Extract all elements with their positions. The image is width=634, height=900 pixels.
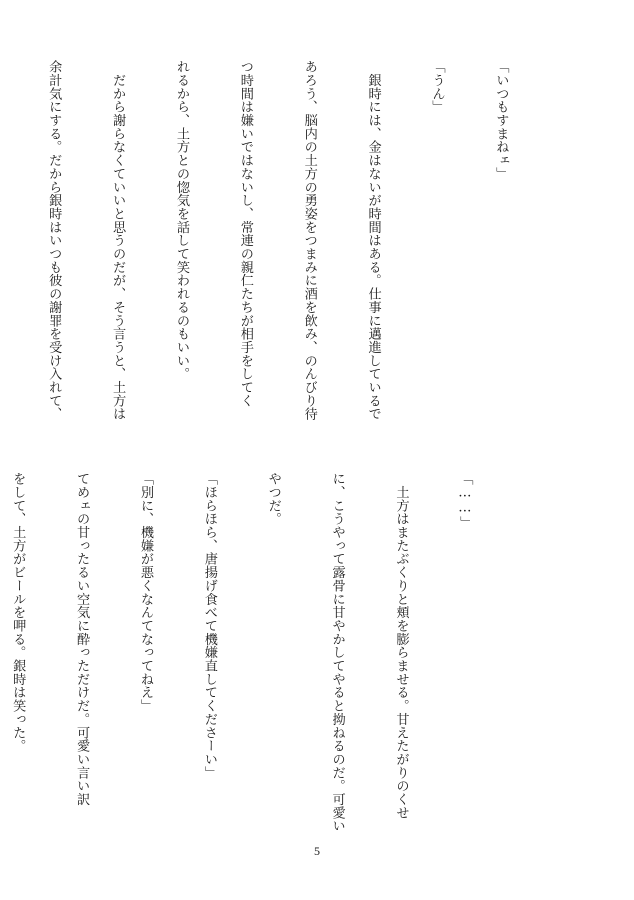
text-line: 「別に、機嫌が悪くなんてなってねえ」 xyxy=(137,472,153,713)
text-line: 「ほらほら、唐揚げ食べて機嫌直してくださーい」 xyxy=(201,472,217,780)
text-line: 「いつもすまねェ」 xyxy=(493,60,509,181)
text-line: に、こうやって露骨に甘やかしてやると拗ねるのだ。可愛い xyxy=(329,472,345,833)
text-line: れるから、土方との惚気を話して笑われるのもいい。 xyxy=(173,60,189,381)
text-line: やつだ。 xyxy=(265,472,281,526)
text-line: 余計気にする。だから銀時はいつも彼の謝罪を受け入れて、 xyxy=(46,60,62,421)
page-number: 5 xyxy=(314,844,320,858)
text-line: 「うん」 xyxy=(429,60,445,114)
text-line: つ時間は嫌いではないし、常連の親仁たちが相手をしてく xyxy=(237,60,253,408)
upper-text-block xyxy=(46,60,554,445)
text-line: だから謝らなくていいと思うのだが、そう言うと、土方は xyxy=(110,60,126,421)
text-line: 土方はまたぶくりと頬を膨らませる。甘えたがりのくせ xyxy=(393,472,409,820)
lower-text-block xyxy=(10,472,518,857)
text-line: 「……」 xyxy=(457,472,473,529)
text-line: をして、土方がビールを呷る。銀時は笑った。 xyxy=(10,472,26,753)
text-line: 銀時には、金はないが時間はある。仕事に邁進しているで xyxy=(365,60,381,421)
text-line: あろう、脳内の土方の勇姿をつまみに酒を飲み、のんびり待 xyxy=(301,60,317,421)
text-line: てめェの甘ったるい空気に酔っただけだ。可愛い言い訳 xyxy=(74,472,90,806)
